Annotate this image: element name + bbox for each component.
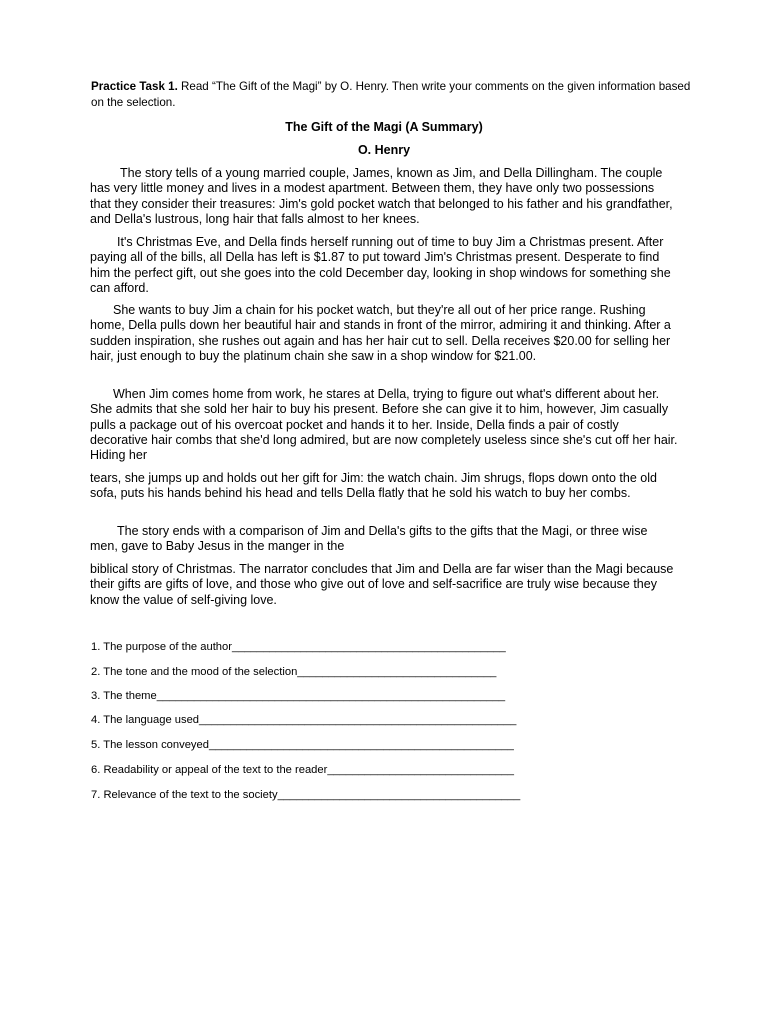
- document-title: The Gift of the Magi (A Summary): [285, 120, 483, 134]
- paragraph-4-continued: tears, she jumps up and holds out her gift for Jim: the watch chain. Jim shrugs, flops down onto the old sofa, puts his hands behind his head and tells Della flatly that he sold his watch to buy her combs.: [90, 471, 657, 501]
- paragraph-1: The story tells of a young married couple, James, known as Jim, and Della Dillingham. The couple has very little money and lives in a modest apartment. Between them, they have only two possessions that they consider their treasures: Jim's gold pocket watch that belonged to his father and his grandfather, and Della's lustrous, long hair that falls almost to her knees.: [90, 166, 673, 226]
- document-author: O. Henry: [357, 143, 411, 157]
- question-6: 6. Readability or appeal of the text to the reader______________________________: [91, 764, 514, 776]
- question-5: 5. The lesson conveyed_________________________________________________: [91, 739, 514, 751]
- question-3: 3. The theme________________________________________________________: [91, 690, 506, 702]
- task-label: Practice Task 1.: [91, 80, 178, 93]
- task-instructions: [91, 79, 691, 111]
- paragraph-4: When Jim comes home from work, he stares at Della, trying to figure out what's different about her. She admits that she sold her hair to buy his present. Before she can give it to him, however, Jim casually pulls a package out of his overcoat pocket and hands it to her. Inside, Della finds a pair of costly decorative hair combs that she'd long admired, but are now completely useless since she's cut off her hair. Hiding her: [90, 387, 678, 463]
- question-1: 1. The purpose of the author____________________________________________: [91, 641, 506, 653]
- paragraph-2: It's Christmas Eve, and Della finds herself running out of time to buy Jim a Christmas present. After paying all of the bills, all Della has left is $1.87 to put toward Jim's Christmas present. Desperate to find him the perfect gift, out she goes into the cold December day, looking in shop windows for something she can afford.: [90, 235, 671, 295]
- paragraph-3: She wants to buy Jim a chain for his pocket watch, but they're all out of her price range. Rushing home, Della pulls down her beautiful hair and stands in front of the mirror, admiring it and thinking. After a sudden inspiration, she rushes out again and has her hair cut to sell. Della receives $20.00 for selling her hair, just enough to buy the platinum chain she saw in a shop window for $21.00.: [90, 303, 671, 363]
- paragraph-5-continued: biblical story of Christmas. The narrator concludes that Jim and Della are far wiser than the Magi because their gifts are gifts of love, and those who give out of love and self-sacrifice are truly wise because they know the value of self-giving love.: [90, 562, 674, 607]
- question-2: 2. The tone and the mood of the selection________________________________: [91, 666, 497, 678]
- question-7: 7. Relevance of the text to the society_______________________________________: [91, 789, 521, 801]
- question-4: 4. The language used___________________________________________________: [91, 714, 517, 726]
- paragraph-5: The story ends with a comparison of Jim and Della's gifts to the gifts that the Magi, or three wise men, gave to Baby Jesus in the manger in the: [90, 524, 648, 554]
- task-text: Read “The Gift of the Magi” by O. Henry. Then write your comments on the given information based on the selection.: [91, 80, 691, 109]
